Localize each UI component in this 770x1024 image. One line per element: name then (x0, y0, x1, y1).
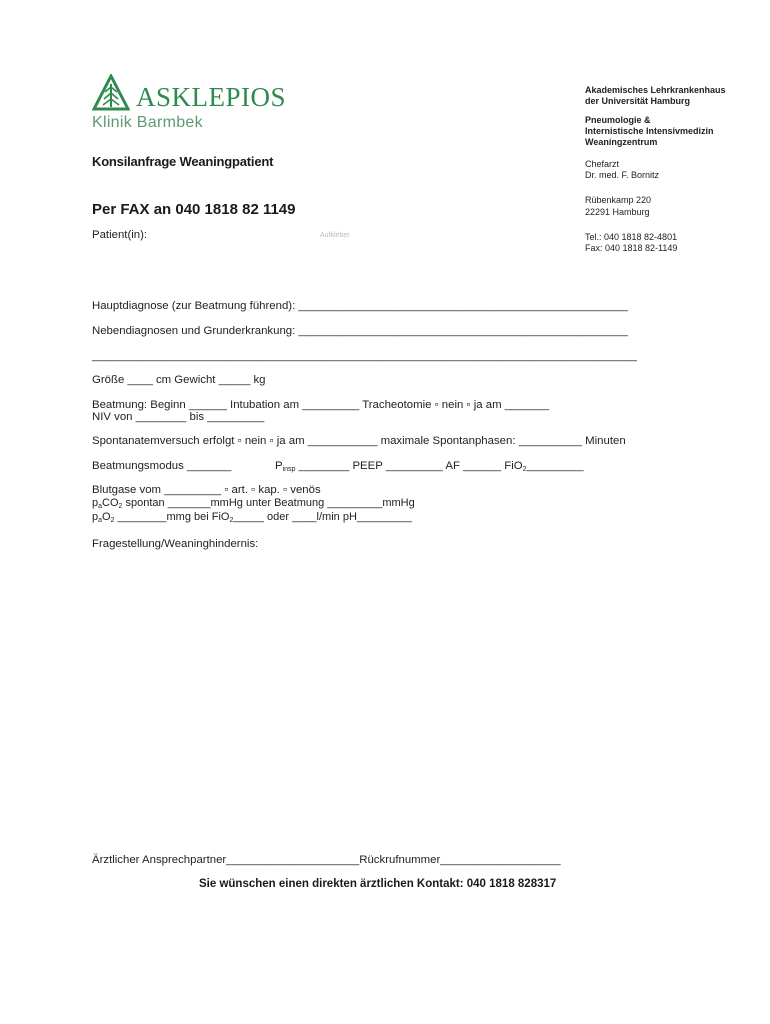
hauptdiagnose-field[interactable]: Hauptdiagnose (zur Beatmung führend): ____________________________________________________ (92, 300, 628, 312)
pa-subscript-2: a (98, 517, 103, 524)
brand-wordmark: ASKLEPIOS (136, 82, 287, 112)
pao2-field[interactable] (92, 511, 412, 524)
pao2-tail-2: _____ oder ____l/min pH_________ (233, 511, 412, 523)
academic-line-2: der Universität Hamburg (585, 96, 691, 106)
o2-subscript: 2 (110, 517, 115, 524)
co2-text: CO (102, 497, 119, 509)
address-city: 22291 Hamburg (585, 207, 650, 217)
fio2-blank: _________ (526, 460, 584, 472)
beatmungsparameter-field[interactable] (275, 460, 584, 473)
pa-subscript: a (98, 503, 103, 510)
p-letter: P (275, 460, 283, 472)
patient-label: Patient(in): (92, 229, 148, 241)
beatmungsmodus-field[interactable]: Beatmungsmodus _______ (92, 460, 232, 472)
nebendiagnosen-field[interactable]: Nebendiagnosen und Grunderkrankung: ____________________________________________________ (92, 325, 628, 337)
spontanatemversuch-field[interactable]: Spontanatemversuch erfolgt ▫ nein ▫ ja am ___________ maximale Spontanphasen: __________ Minuten (92, 435, 626, 447)
p-subscript: insp (282, 466, 296, 473)
o2-text: O (102, 511, 111, 523)
asklepios-logo (92, 74, 302, 134)
asklepios-tree-triangle-icon (92, 74, 130, 112)
academic-line-1: Akademisches Lehrkrankenhaus (585, 85, 726, 95)
department-line-1: Pneumologie & (585, 115, 651, 125)
blank-line-field[interactable]: ______________________________________________________________________________________ (92, 350, 637, 362)
direct-contact-note: Sie wünschen einen direkten ärztlichen Kontakt: 040 1818 828317 (199, 878, 557, 890)
address-street: Rübenkamp 220 (585, 195, 652, 205)
fax-heading: Per FAX an 040 1818 82 1149 (92, 201, 296, 218)
paco2-tail: spontan _______mmHg unter Beatmung _________mmHg (122, 497, 415, 509)
fragestellung-label[interactable]: Fragestellung/Weaninghindernis: (92, 538, 259, 550)
co2-subscript: 2 (118, 503, 123, 510)
fio2-subscript: 2 (522, 466, 527, 473)
ansprechpartner-field[interactable]: Ärztlicher Ansprechpartner_____________________Rückrufnummer___________________ (92, 854, 561, 866)
contact-tel: Tel.: 040 1818 82-4801 (585, 232, 678, 242)
clinic-name: Klinik Barmbek (92, 114, 203, 131)
pa-letter: p (92, 497, 99, 509)
department-line-3: Weaningzentrum (585, 137, 658, 147)
sticker-hint: Aufkleber (320, 232, 350, 239)
niv-field[interactable]: NIV von ________ bis _________ (92, 411, 265, 423)
peep-af-fio2-text: ________ PEEP _________ AF ______ FiO (295, 460, 523, 472)
pao2-tail: ________mmg bei FiO (114, 511, 230, 523)
department-line-2: Internistische Intensivmedizin (585, 126, 714, 136)
form-title: Konsilanfrage Weaningpatient (92, 154, 274, 169)
blutgase-field[interactable]: Blutgase vom _________ ▫ art. ▫ kap. ▫ venös (92, 484, 321, 496)
chief-name: Dr. med. F. Bornitz (585, 170, 660, 180)
contact-fax: Fax: 040 1818 82-1149 (585, 243, 678, 253)
groesse-gewicht-field[interactable]: Größe ____ cm Gewicht _____ kg (92, 374, 266, 386)
beatmung-field[interactable]: Beatmung: Beginn ______ Intubation am _________ Tracheotomie ▫ nein ▫ ja am _______ (92, 399, 550, 411)
fio2-subscript-2: 2 (229, 517, 234, 524)
pa-letter-2: p (92, 511, 99, 523)
chief-role: Chefarzt (585, 159, 620, 169)
paco2-field[interactable] (92, 497, 415, 510)
